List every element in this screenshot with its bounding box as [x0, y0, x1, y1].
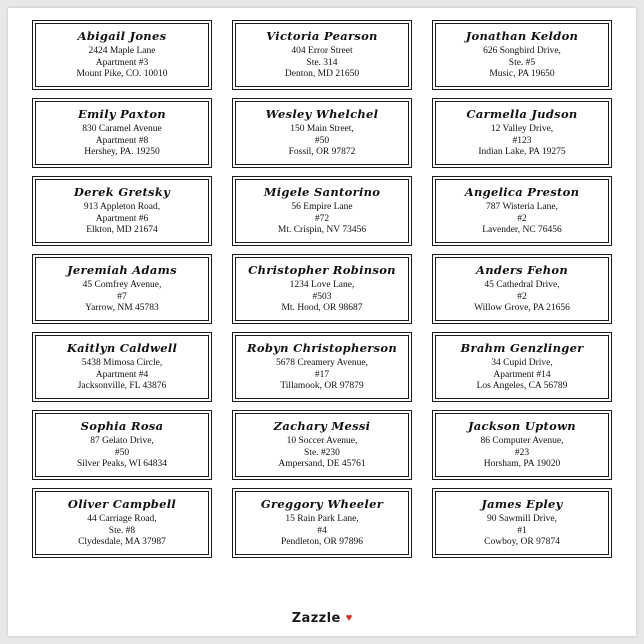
address-line: Yarrow, NM 45783 [85, 303, 159, 314]
address-line: Cowboy, OR 97874 [484, 537, 560, 548]
recipient-name: Christopher Robinson [248, 263, 396, 278]
address-line: 830 Caramel Avenue [82, 124, 162, 135]
address-line: Ampersand, DE 45761 [278, 459, 366, 470]
address-label-inner-border [435, 23, 609, 87]
address-label-inner-border [35, 101, 209, 165]
address-line: Ste. #230 [304, 447, 340, 458]
address-line: 5438 Mimosa Circle, [81, 358, 163, 369]
address-label[interactable] [232, 20, 412, 90]
heart-icon: ♥ [345, 612, 353, 624]
address-line: Apartment #14 [493, 369, 551, 380]
address-label[interactable] [432, 20, 612, 90]
address-label-inner-border [235, 491, 409, 555]
address-line: Ste. #5 [508, 57, 536, 68]
address-label[interactable] [432, 488, 612, 558]
address-line: Silver Peaks, WI 64834 [76, 459, 168, 470]
address-line: Los Angeles, CA 56789 [476, 381, 568, 392]
address-line: Jacksonville, FL 43876 [77, 381, 167, 392]
recipient-name: Anders Fehon [475, 263, 569, 278]
address-label[interactable] [432, 176, 612, 246]
label-grid [32, 20, 612, 558]
address-label[interactable] [232, 488, 412, 558]
address-line: Indian Lake, PA 19275 [478, 147, 566, 158]
address-label-inner-border [35, 23, 209, 87]
zazzle-wordmark: Zazzle [291, 611, 341, 626]
address-line: Apartment #3 [95, 57, 149, 68]
address-label-inner-border [435, 101, 609, 165]
address-line: 626 Songbird Drive, [483, 46, 561, 57]
address-label-inner-border [435, 413, 609, 477]
address-line: Ste. #8 [108, 525, 136, 536]
address-line: Hershey, PA. 19250 [84, 147, 160, 158]
address-line: #4 [317, 525, 327, 536]
address-label[interactable] [432, 410, 612, 480]
address-line: 90 Sawmill Drive, [487, 514, 557, 525]
address-line: 787 Wisteria Lane, [486, 202, 558, 213]
address-label-inner-border [35, 413, 209, 477]
address-label[interactable] [32, 20, 212, 90]
address-label[interactable] [32, 488, 212, 558]
address-label-inner-border [435, 335, 609, 399]
address-label[interactable] [432, 332, 612, 402]
address-label[interactable] [432, 254, 612, 324]
address-label[interactable] [32, 332, 212, 402]
address-label[interactable] [232, 254, 412, 324]
address-line: Elkton, MD 21674 [86, 225, 158, 236]
recipient-name: Derek Gretsky [73, 185, 171, 200]
label-sheet [8, 8, 636, 636]
address-label[interactable] [232, 332, 412, 402]
address-label-inner-border [435, 179, 609, 243]
recipient-name: Oliver Campbell [67, 497, 177, 512]
address-line: 404 Error Street [291, 46, 353, 57]
address-line: Mt. Hood, OR 98687 [281, 303, 363, 314]
address-label-inner-border [235, 335, 409, 399]
address-label-inner-border [235, 413, 409, 477]
address-line: 44 Carriage Road, [87, 514, 157, 525]
address-label-inner-border [235, 23, 409, 87]
recipient-name: Carmella Judson [466, 107, 578, 122]
recipient-name: Migele Santorino [263, 185, 381, 200]
recipient-name: Greggory Wheeler [260, 497, 384, 512]
address-line: Horsham, PA 19020 [483, 459, 561, 470]
address-line: Apartment #6 [95, 213, 149, 224]
recipient-name: Emily Paxton [78, 107, 166, 122]
address-label[interactable] [432, 98, 612, 168]
address-line: Mount Pike, CO. 10010 [76, 69, 168, 80]
recipient-name: James Epley [481, 497, 563, 512]
address-label-inner-border [35, 179, 209, 243]
address-label[interactable] [232, 410, 412, 480]
address-line: 56 Empire Lane [291, 202, 353, 213]
address-label[interactable] [32, 410, 212, 480]
address-line: 150 Main Street, [290, 124, 354, 135]
address-line: Music, PA 19650 [489, 69, 555, 80]
recipient-name: Kaitlyn Caldwell [66, 341, 178, 356]
address-line: 12 Valley Drive, [490, 124, 554, 135]
address-label[interactable] [232, 98, 412, 168]
address-line: Willow Grove, PA 21656 [474, 303, 570, 314]
address-line: #7 [117, 291, 127, 302]
address-line: #50 [314, 135, 330, 146]
address-line: Pendleton, OR 97896 [280, 537, 364, 548]
recipient-name: Wesley Whelchel [265, 107, 379, 122]
address-line: #50 [114, 447, 130, 458]
address-line: Apartment #4 [95, 369, 149, 380]
address-line: Mt. Crispin, NV 73456 [277, 225, 367, 236]
recipient-name: Jackson Uptown [468, 419, 576, 434]
address-line: Denton, MD 21650 [284, 69, 360, 80]
address-line: #123 [512, 135, 532, 146]
recipient-name: Sophia Rosa [80, 419, 164, 434]
address-line: #23 [514, 447, 530, 458]
address-label[interactable] [32, 98, 212, 168]
address-line: 87 Gelato Drive, [90, 436, 154, 447]
address-line: 1234 Love Lane, [289, 280, 355, 291]
address-line: 913 Appleton Road, [83, 202, 161, 213]
address-line: 15 Rain Park Lane, [285, 514, 359, 525]
address-line: 5678 Creamery Avenue, [276, 358, 368, 369]
address-line: #2 [517, 213, 527, 224]
address-label-inner-border [35, 491, 209, 555]
address-label-inner-border [235, 101, 409, 165]
address-line: #17 [314, 369, 330, 380]
address-line: 34 Cupid Drive, [491, 358, 553, 369]
address-line: #2 [517, 291, 527, 302]
recipient-name: Zachary Messi [273, 419, 371, 434]
recipient-name: Robyn Christopherson [247, 341, 397, 356]
brand-footer [8, 611, 636, 626]
address-line: 45 Cathedral Drive, [484, 280, 560, 291]
address-line: #72 [314, 213, 330, 224]
address-line: Tillamook, OR 97879 [280, 381, 364, 392]
address-line: 10 Soccer Avenue, [286, 436, 358, 447]
address-line: 45 Comfrey Avenue, [82, 280, 162, 291]
address-label[interactable] [32, 176, 212, 246]
address-line: Fossil, OR 97872 [288, 147, 356, 158]
address-line: 2424 Maple Lane [88, 46, 156, 57]
address-label-inner-border [35, 257, 209, 321]
address-label-inner-border [235, 257, 409, 321]
recipient-name: Jeremiah Adams [67, 263, 177, 278]
recipient-name: Brahm Genzlinger [460, 341, 584, 356]
address-label-inner-border [35, 335, 209, 399]
recipient-name: Angelica Preston [464, 185, 580, 200]
address-label-inner-border [435, 491, 609, 555]
address-line: Apartment #8 [95, 135, 149, 146]
address-line: 86 Computer Avenue, [480, 436, 564, 447]
address-line: Lavender, NC 76456 [482, 225, 562, 236]
recipient-name: Victoria Pearson [266, 29, 378, 44]
recipient-name: Abigail Jones [77, 29, 167, 44]
address-label-inner-border [435, 257, 609, 321]
address-line: #503 [312, 291, 332, 302]
address-label-inner-border [235, 179, 409, 243]
address-line: Ste. 314 [306, 57, 338, 68]
address-label[interactable] [32, 254, 212, 324]
address-label[interactable] [232, 176, 412, 246]
recipient-name: Jonathan Keldon [465, 29, 579, 44]
address-line: #1 [517, 525, 527, 536]
address-line: Clydesdale, MA 37987 [78, 537, 166, 548]
